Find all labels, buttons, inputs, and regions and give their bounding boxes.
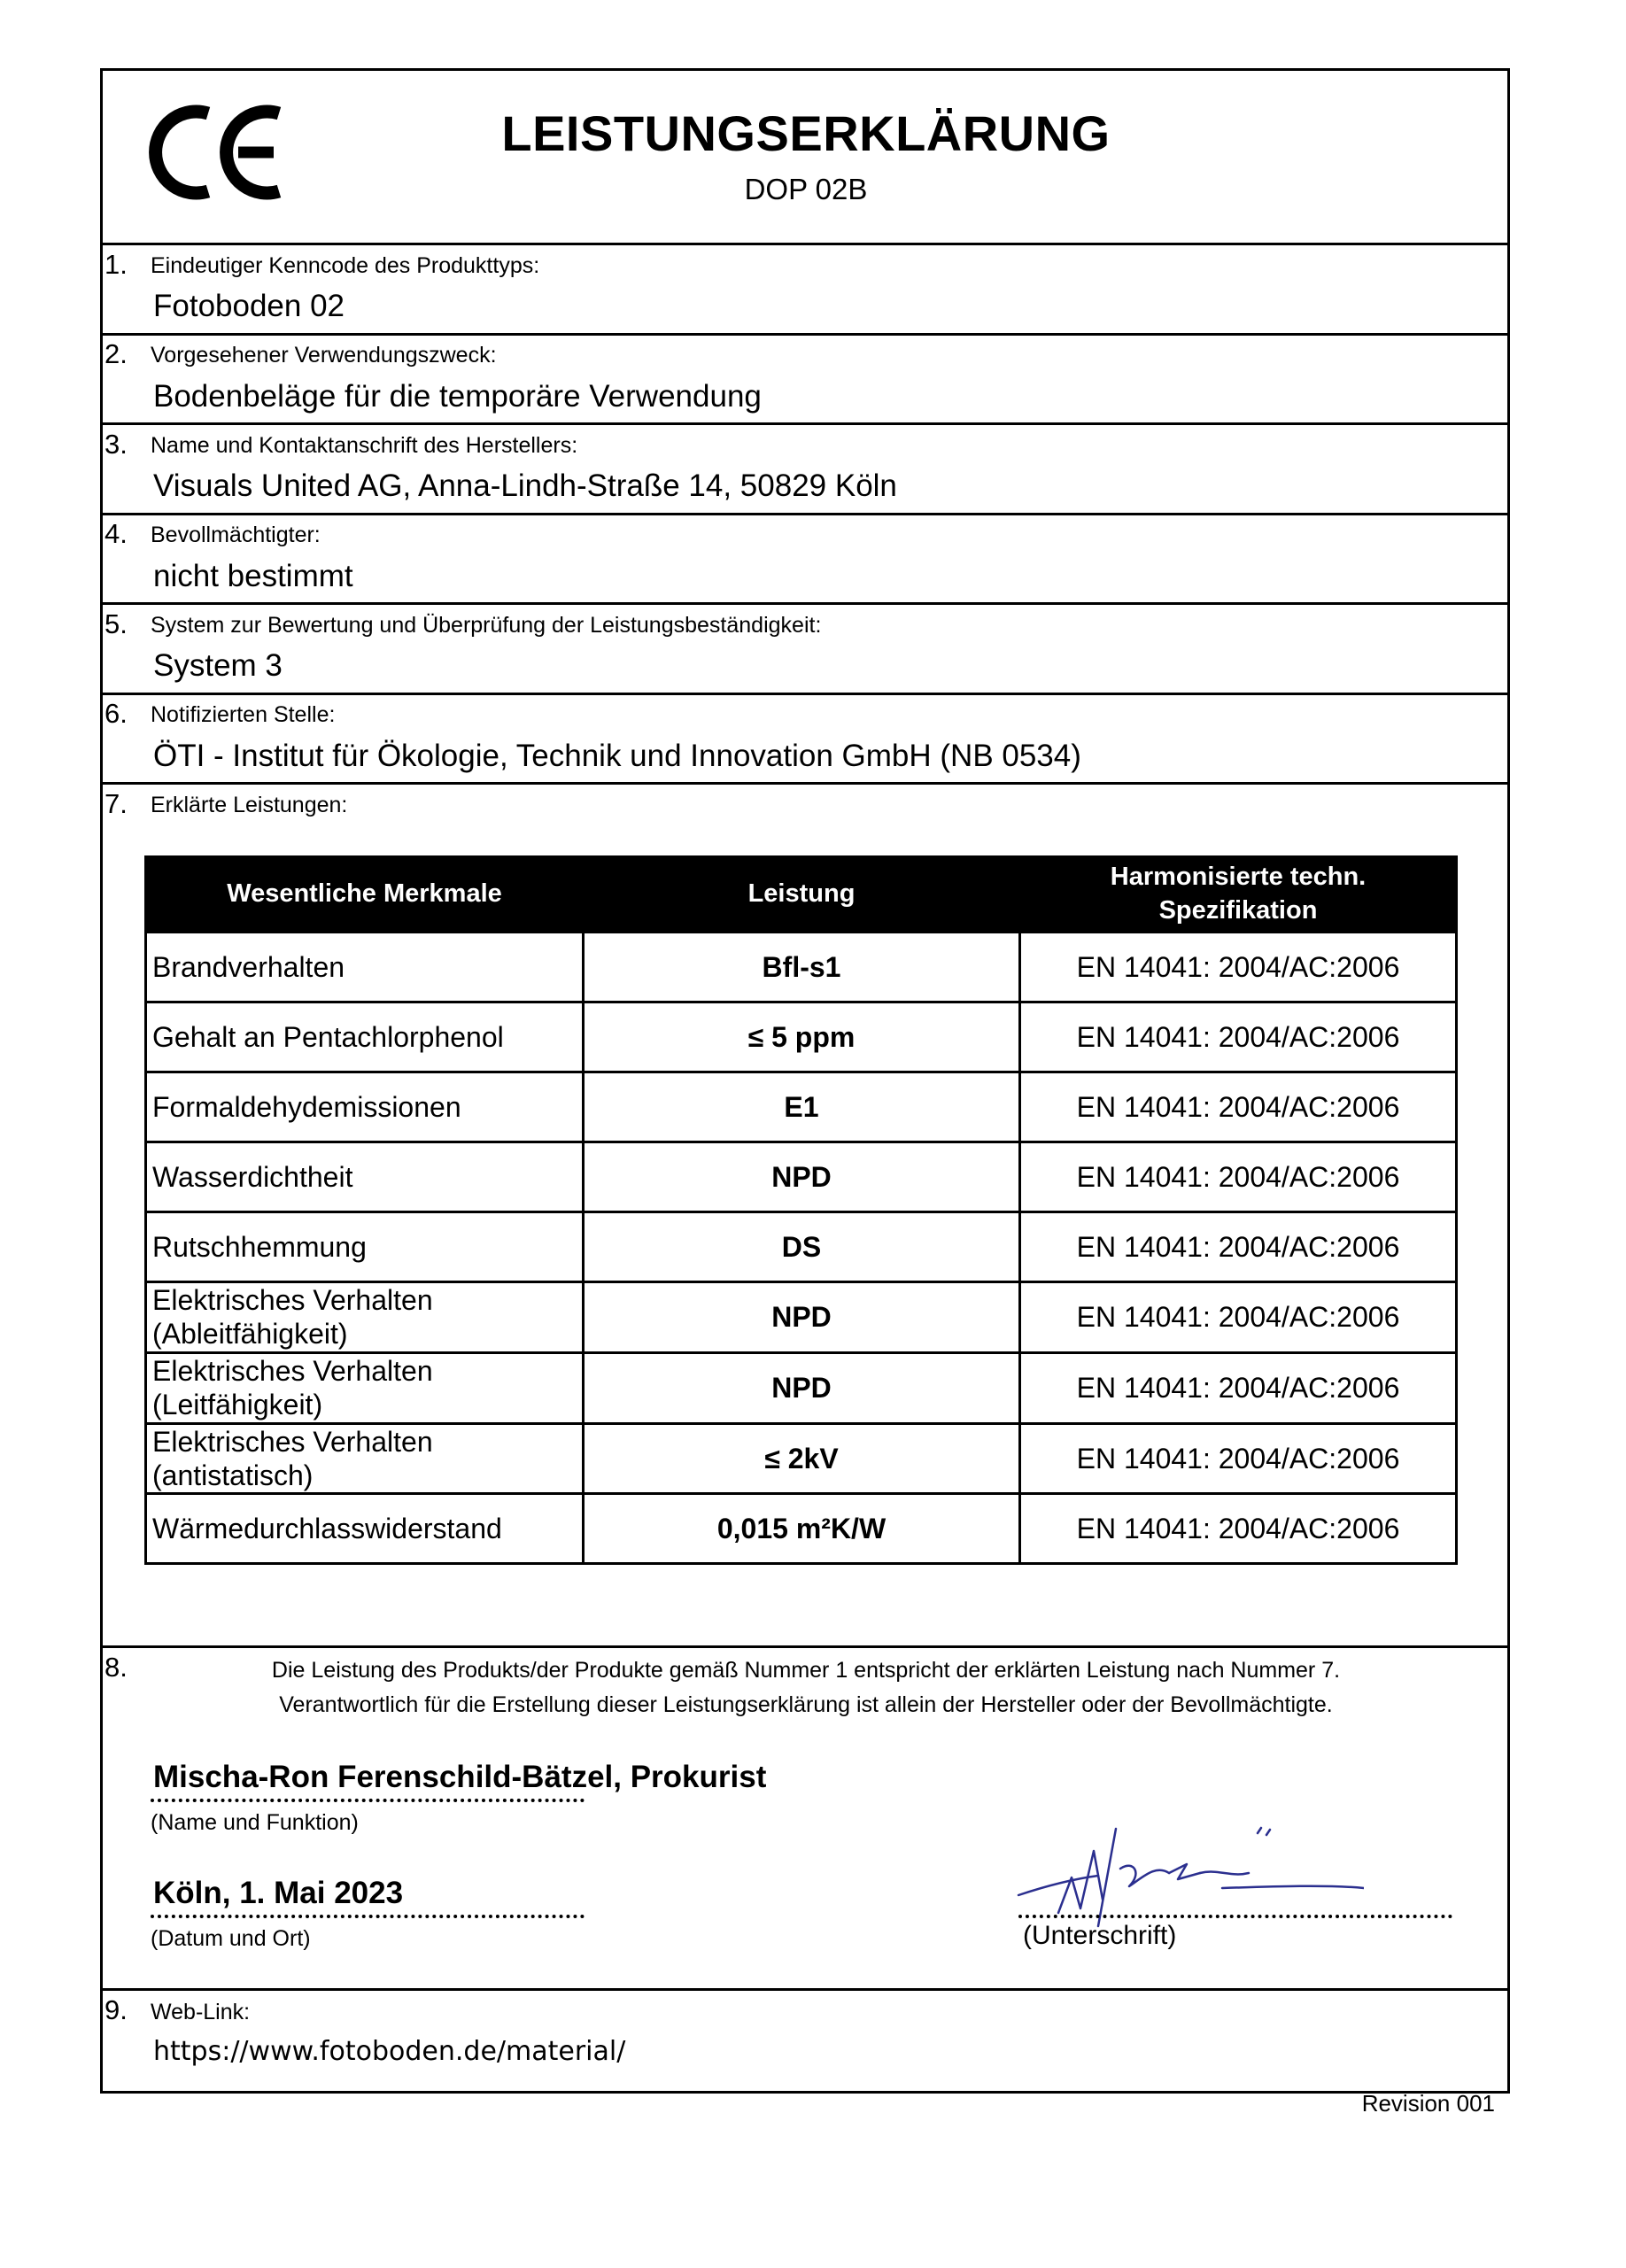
spezifikation-cell: EN 14041: 2004/AC:2006	[1020, 1352, 1457, 1423]
section-number: 6.	[105, 698, 128, 729]
section-label: Vorgesehener Verwendungszweck:	[151, 343, 497, 368]
section-value: Visuals United AG, Anna-Lindh-Straße 14, 50829 Köln	[153, 468, 897, 503]
merkmal-line1: Elektrisches Verhalten	[152, 1284, 433, 1316]
table-row	[146, 1494, 1457, 1564]
section-number: 1.	[105, 249, 128, 280]
section-label: Erklärte Leistungen:	[151, 793, 348, 817]
section-value: nicht bestimmt	[153, 559, 353, 593]
divider	[100, 243, 1510, 245]
divider	[100, 513, 1510, 515]
merkmal-cell: Wasserdichtheit	[146, 1142, 584, 1212]
section-value: Fotoboden 02	[153, 289, 345, 323]
spezifikation-cell: EN 14041: 2004/AC:2006	[1020, 1072, 1457, 1142]
divider	[100, 333, 1510, 336]
table-row	[146, 1142, 1457, 1212]
section-number: 8.	[105, 1652, 128, 1683]
merkmal-line1: Elektrisches Verhalten	[152, 1425, 433, 1458]
table-row	[146, 1072, 1457, 1142]
divider	[100, 422, 1510, 425]
section-value: ÖTI - Institut für Ökologie, Technik und Innovation GmbH (NB 0534)	[153, 739, 1081, 773]
section-number: 2.	[105, 338, 128, 369]
column-header-spec-line2: Spezifikation	[1158, 896, 1318, 925]
section-label: Bevollmächtigter:	[151, 522, 321, 547]
column-header-leistung: Leistung	[584, 857, 1020, 933]
leistung-cell: NPD	[584, 1282, 1020, 1353]
section-number: 7.	[105, 788, 128, 819]
ce-mark-logo	[144, 101, 286, 204]
section-label: Eindeutiger Kenncode des Produkttyps:	[151, 253, 540, 278]
spezifikation-cell: EN 14041: 2004/AC:2006	[1020, 1142, 1457, 1212]
spezifikation-cell: EN 14041: 2004/AC:2006	[1020, 1212, 1457, 1282]
spezifikation-cell: EN 14041: 2004/AC:2006	[1020, 1423, 1457, 1494]
column-header-merkmale: Wesentliche Merkmale	[146, 857, 584, 933]
date-dotted-line	[151, 1915, 585, 1918]
section-label: Web-Link:	[151, 2000, 251, 2024]
spezifikation-cell: EN 14041: 2004/AC:2006	[1020, 1282, 1457, 1353]
section-label: Notifizierten Stelle:	[151, 702, 336, 727]
divider	[100, 1988, 1510, 1991]
table-row	[146, 933, 1457, 1002]
leistung-cell: Bfl-s1	[584, 933, 1020, 1002]
divider	[100, 1645, 1510, 1648]
document-title: LEISTUNGSERKLÄRUNG	[501, 105, 1111, 161]
signer-dotted-line	[151, 1799, 585, 1802]
merkmal-cell	[146, 1282, 584, 1353]
table-row	[146, 1352, 1457, 1423]
performance-table	[144, 855, 1458, 1565]
signer-name: Mischa-Ron Ferenschild-Bätzel, Prokurist	[153, 1760, 767, 1794]
leistung-cell: NPD	[584, 1352, 1020, 1423]
divider	[100, 602, 1510, 605]
revision-label: Revision 001	[1361, 2090, 1495, 2117]
section-label: System zur Bewertung und Überprüfung der Leistungsbeständigkeit:	[151, 613, 822, 638]
merkmal-line2: (Ableitfähigkeit)	[152, 1318, 348, 1351]
divider	[100, 693, 1510, 695]
section-number: 9.	[105, 1994, 128, 2025]
section-number: 3.	[105, 429, 128, 460]
signer-caption: (Name und Funktion)	[151, 1810, 359, 1835]
section-value: Bodenbeläge für die temporäre Verwendung	[153, 379, 762, 414]
web-link[interactable]: https://www.fotoboden.de/material/	[153, 2036, 626, 2067]
merkmal-cell: Wärmedurchlasswiderstand	[146, 1494, 584, 1564]
merkmal-cell	[146, 1423, 584, 1494]
document-subtitle: DOP 02B	[744, 173, 868, 205]
merkmal-line2: (Leitfähigkeit)	[152, 1389, 323, 1421]
date-place: Köln, 1. Mai 2023	[153, 1876, 404, 1910]
merkmal-line2: (antistatisch)	[152, 1459, 314, 1491]
leistung-cell: NPD	[584, 1142, 1020, 1212]
merkmal-cell: Rutschhemmung	[146, 1212, 584, 1282]
column-header-spezifikation	[1020, 857, 1457, 933]
declaration-line-1: Die Leistung des Produkts/der Produkte gemäß Nummer 1 entspricht der erklärten Leistung nach Nummer 7.	[271, 1658, 1341, 1683]
divider	[100, 782, 1510, 785]
section-number: 5.	[105, 608, 128, 639]
merkmal-line1: Elektrisches Verhalten	[152, 1354, 433, 1387]
leistung-cell: ≤ 2kV	[584, 1423, 1020, 1494]
section-value: System 3	[153, 648, 283, 683]
spezifikation-cell: EN 14041: 2004/AC:2006	[1020, 933, 1457, 1002]
merkmal-cell: Gehalt an Pentachlorphenol	[146, 1002, 584, 1072]
leistung-cell: ≤ 5 ppm	[584, 1002, 1020, 1072]
section-label: Name und Kontaktanschrift des Herstellers:	[151, 433, 578, 458]
table-row	[146, 1423, 1457, 1494]
signature-dotted-line	[1018, 1915, 1452, 1918]
merkmal-cell: Formaldehydemissionen	[146, 1072, 584, 1142]
spezifikation-cell: EN 14041: 2004/AC:2006	[1020, 1002, 1457, 1072]
column-header-spec-line1: Harmonisierte techn.	[1110, 863, 1367, 892]
declaration-line-2: Verantwortlich für die Erstellung dieser Leistungserklärung ist allein der Hersteller oder der Bevollmächtigte.	[279, 1692, 1333, 1717]
date-caption: (Datum und Ort)	[151, 1926, 311, 1951]
leistung-cell: 0,015 m²K/W	[584, 1494, 1020, 1564]
leistung-cell: DS	[584, 1212, 1020, 1282]
spezifikation-cell: EN 14041: 2004/AC:2006	[1020, 1494, 1457, 1564]
table-row	[146, 1282, 1457, 1353]
table-header-row	[146, 857, 1457, 933]
merkmal-cell	[146, 1352, 584, 1423]
table-row	[146, 1002, 1457, 1072]
merkmal-cell: Brandverhalten	[146, 933, 584, 1002]
table-row	[146, 1212, 1457, 1282]
signature-caption: (Unterschrift)	[1023, 1921, 1177, 1950]
section-number: 4.	[105, 518, 128, 549]
leistung-cell: E1	[584, 1072, 1020, 1142]
